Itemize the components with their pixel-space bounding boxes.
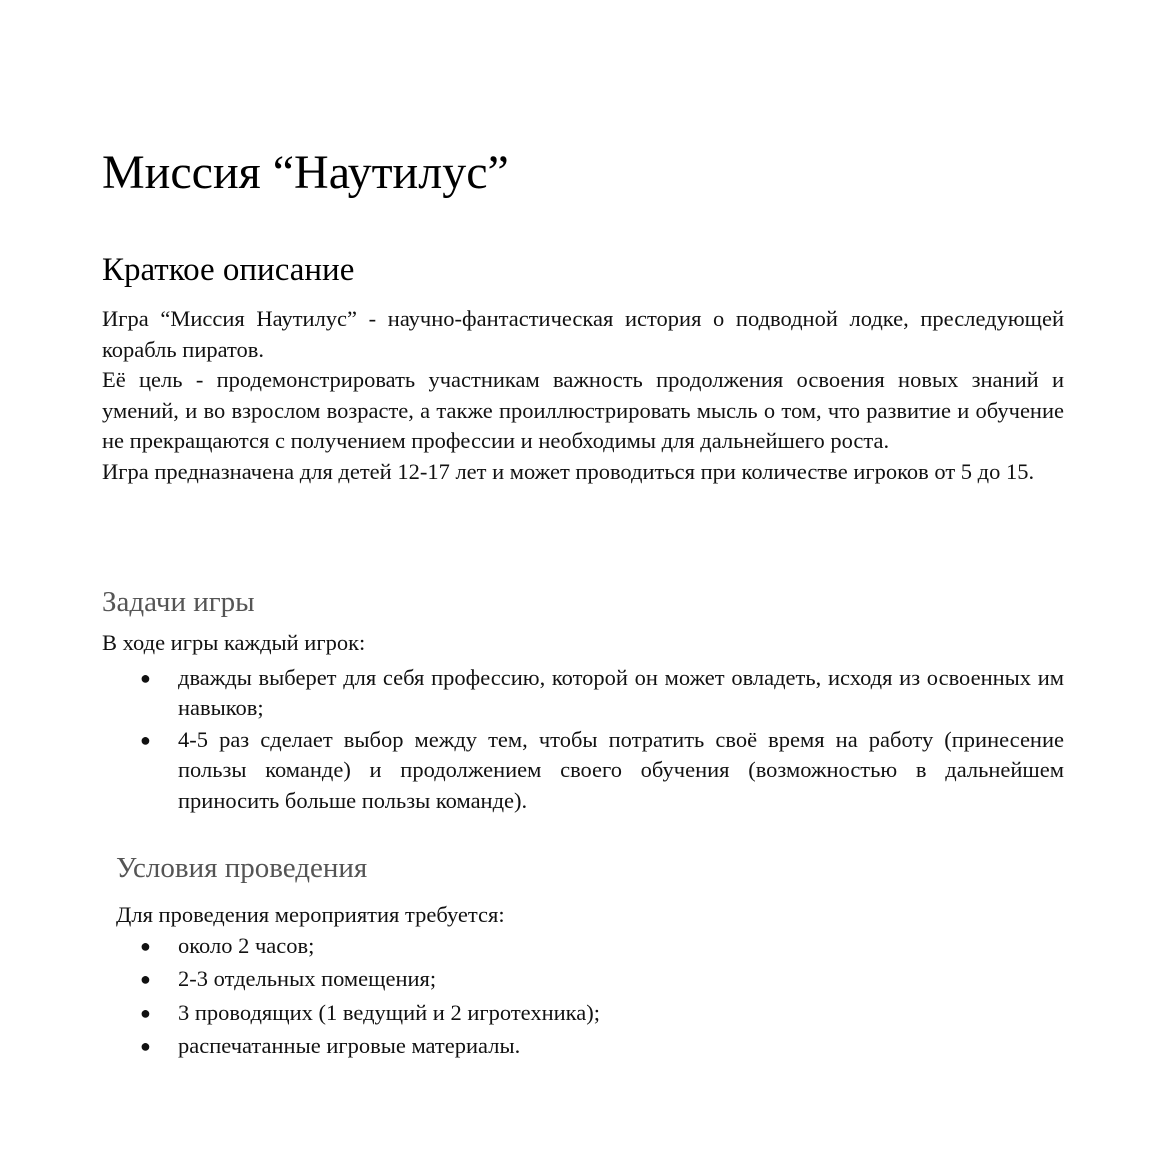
conditions-list: [102, 931, 1064, 1062]
list-item: [102, 663, 1064, 724]
tasks-intro: В ходе игры каждый игрок:: [102, 630, 366, 655]
conditions-intro: Для проведения мероприятия требуется:: [116, 902, 505, 927]
bullet-icon: ●: [140, 729, 151, 750]
bullet-icon: ●: [140, 1036, 151, 1057]
list-item-text: около 2 часов;: [178, 932, 315, 958]
conditions-heading: Условия проведения: [116, 852, 368, 884]
list-item-text: 3 проводящих (1 ведущий и 2 игротехника);: [178, 999, 600, 1025]
summary-section: [102, 304, 1064, 488]
bullet-icon: ●: [140, 935, 151, 956]
list-item-text: 2-3 отдельных помещения;: [178, 966, 437, 992]
summary-heading: Краткое описание: [102, 252, 355, 288]
summary-paragraph-2: Её цель - продемонстрировать участникам важность продолжения освоения новых знаний и умений, и во взрослом возрасте, а также проиллюстрировать мысль о том, что развитие и обучение не прекращаются с получением профессии и необходимы для дальнейшего роста.: [102, 367, 1064, 454]
tasks-heading: Задачи игры: [102, 586, 255, 618]
bullet-icon: ●: [140, 969, 151, 990]
list-item: [102, 1031, 1064, 1062]
tasks-section: [102, 628, 1064, 817]
conditions-section: [116, 900, 1064, 1062]
list-item: [102, 725, 1064, 817]
list-item-text: распечатанные игровые материалы.: [178, 1033, 521, 1059]
summary-paragraph-3: Игра предназначена для детей 12-17 лет и может проводиться при количестве игроков от 5 до 15.: [102, 458, 1035, 484]
list-item: [102, 998, 1064, 1029]
list-item-text: 4-5 раз сделает выбор между тем, чтобы потратить своё время на работу (принесение пользы команде) и продолжением своего обучения (возможностью в дальнейшем приносить больше пользы команде).: [178, 726, 1064, 813]
bullet-icon: ●: [140, 1002, 151, 1023]
list-item-text: дважды выберет для себя профессию, которой он может овладеть, исходя из освоенных им навыков;: [178, 664, 1064, 721]
list-item: [102, 931, 1064, 962]
list-item: [102, 964, 1064, 995]
bullet-icon: ●: [140, 667, 151, 688]
summary-paragraph-1: Игра “Миссия Наутилус” - научно-фантастическая история о подводной лодке, преследующей корабль пиратов.: [102, 306, 1064, 362]
tasks-list: [102, 663, 1064, 817]
document-title: Миссия “Наутилус”: [102, 146, 509, 199]
